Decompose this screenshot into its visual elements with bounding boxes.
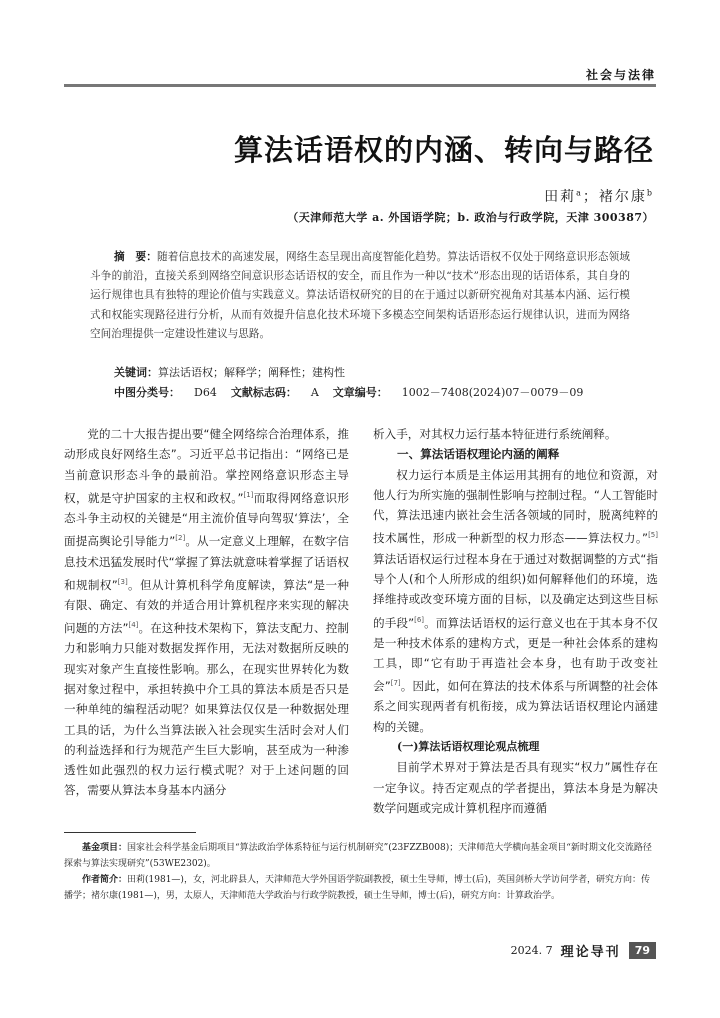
page-footer xyxy=(511,941,656,959)
author-bio-note xyxy=(64,872,656,904)
author-line xyxy=(544,186,654,206)
citation: [7] xyxy=(390,679,401,688)
body-paragraph: 目前学术界对于算法是否具有现实“权力”属性存在一定争议。持否定观点的学者提出，算法本身是为解决数学问题或完成计算机程序而遵循 xyxy=(373,760,658,815)
issue-date: 2024. 7 xyxy=(510,943,553,957)
author-affiliation-mark: b xyxy=(646,188,654,198)
body-text: 。而算法话语权的运行意义也在于其本身不仅是一种技术体系的建构方式，更是一种社会体系的建构工具，即“它有助于再造社会本身，也有助于改变社会” xyxy=(373,615,658,694)
body-paragraph xyxy=(64,424,349,801)
author-affiliation-mark: a xyxy=(576,188,583,198)
subsection-heading: (一)算法话语权理论观点梳理 xyxy=(397,740,540,754)
article-title: 算法话语权的内涵、转向与路径 xyxy=(233,133,654,167)
author-bio-text: 田莉(1981—)，女，河北辟县人，天津师范大学外国语学院副教授，硕士生导师，博士(后)，英国剑桥大学访问学者，研究方向：传播学；褚尔康(1981—)，男，太原人，天津师范大学政治与行政学院教授，硕士生导师，博士(后)，研究方向：计算政治学。 xyxy=(64,875,650,901)
article-id-value: 1002－7408(2024)07－0079－09 xyxy=(401,386,584,399)
abstract-label: 摘 要： xyxy=(114,251,158,263)
keywords-text: 算法话语权；解释学；阐释性；建构性 xyxy=(158,366,345,379)
citation: [4] xyxy=(128,621,139,630)
clc-field xyxy=(114,386,217,399)
author-name: 田莉 xyxy=(544,189,577,205)
author-bio-label: 作者简介： xyxy=(82,875,128,885)
header-rule xyxy=(64,84,656,87)
body-text: 。因此，如何在算法的技术体系与所调整的社会体系之间实现两者有机衔接，成为算法话语权理论内涵建构的关键。 xyxy=(373,679,658,734)
journal-name: 理论导刊 xyxy=(560,944,621,960)
citation: [1] xyxy=(243,490,254,499)
citation: [3] xyxy=(117,577,128,586)
body-text: 算法话语权运行过程本身在于通过对数据调整的方式“指导个人(和个人所形成的组织)如何解释他们的环境，选择维持或改变环境方面的目标，以及确定达到这些目标的手段” xyxy=(373,551,658,630)
doc-code-label: 文献标志码： xyxy=(230,386,297,399)
author-separator: ； xyxy=(582,189,599,205)
body-text: 而取得网络意识形态斗争主动权的关键是“用主流价值导向驾驭‘算法’，全面提高舆论引导能力” xyxy=(64,490,349,549)
author-name: 褚尔康 xyxy=(598,189,647,205)
doc-code-field xyxy=(231,386,319,399)
body-text: 。在这种技术架构下，算法支配力、控制力和影响力只能对数据发挥作用，无法对数据所反映的现实对象产生直接性影响。那么，在现实世界转化为数据对象过程中，承担转换中介工具的算法本质是否只是一种单纯的编程活动呢？如果算法仅仅是一种数据处理工具的话，为什么当算法嵌入社会现实生活时会对人们的利益选择和行为规范产生巨大影响，甚至成为一种渗透性如此强烈的权力运行模式呢？对于上述问题的回答，需要从算法本身基本内涵分 xyxy=(64,621,349,798)
keywords xyxy=(114,364,345,380)
page-number: 79 xyxy=(629,942,656,959)
classification-line xyxy=(114,384,583,400)
body-text: 。从一定意义上理解，在数字信息技术迅猛发展时代“掌握了算法就意味着掌握了话语权和规制权” xyxy=(64,534,349,592)
clc-value: D64 xyxy=(194,386,217,399)
funding-note xyxy=(64,840,656,872)
article-id-label: 文章编号： xyxy=(332,386,388,399)
affiliation: （天津师范大学 a. 外国语学院；b. 政治与行政学院，天津 300387） xyxy=(287,211,654,224)
section-tag: 社会与法律 xyxy=(585,68,656,82)
keywords-label: 关键词： xyxy=(114,366,158,379)
citation: [6] xyxy=(414,615,425,624)
funding-text: 国家社会科学基金后期项目“算法政治学体系特征与运行机制研究”(23FZZB008)；天津师范大学横向基金项目“新时期文化交流路径探索与算法实现研究”(53WE2302)。 xyxy=(64,843,652,869)
body-column-left xyxy=(64,424,349,801)
abstract-text: 随着信息技术的高速发展，网络生态呈现出高度智能化趋势。算法话语权不仅处于网络意识形态领域斗争的前沿，直接关系到网络空间意识形态话语权的安全，而且作为一种以“技术”形态出现的话语体系，其自身的运行规律也具有独特的理论价值与实践意义。算法话语权研究的目的在于通过以新研究视角对其基本内涵、运行模式和权能实现路径进行分析，从而有效提升信息化技术环境下多模态空间架构话语形态运行规律认识，进而为网络空间治理提供一定建设性建议与思路。 xyxy=(90,251,630,340)
body-paragraph: 析入手，对其权力运行基本特征进行系统阐释。 xyxy=(373,427,617,441)
body-text: 。但从计算机科学角度解读，算法“是一种有限、确定、有效的并适合用计算机程序来实现的解决问题的方法” xyxy=(64,577,349,636)
clc-label: 中图分类号： xyxy=(114,386,180,399)
footnote-rule xyxy=(64,832,196,833)
body-paragraph xyxy=(373,465,658,737)
body-text: 权力运行本质是主体运用其拥有的地位和资源，对他人行为所实施的强制性影响与控制过程。“人工智能时代，算法迅速内嵌社会生活各领域的同时，脱离纯粹的技术属性，形成一种新型的权力形态——算法权力。” xyxy=(373,467,658,546)
abstract xyxy=(90,248,630,344)
section-heading: 一、算法话语权理论内涵的阐释 xyxy=(397,447,560,462)
citation: [5] xyxy=(648,531,658,540)
citation: [2] xyxy=(175,534,186,543)
footnotes xyxy=(64,840,656,904)
article-id-field xyxy=(333,386,584,399)
body-text: 党的二十大报告提出要“健全网络综合治理体系，推动形成良好网络生态”。习近平总书记指出：“网络已是当前意识形态斗争的最前沿。掌控网络意识形态主导权，就是守护国家的主权和政权。” xyxy=(64,427,349,505)
doc-code-value: A xyxy=(310,386,319,399)
body-column-right xyxy=(373,424,658,818)
funding-label: 基金项目： xyxy=(82,843,128,853)
